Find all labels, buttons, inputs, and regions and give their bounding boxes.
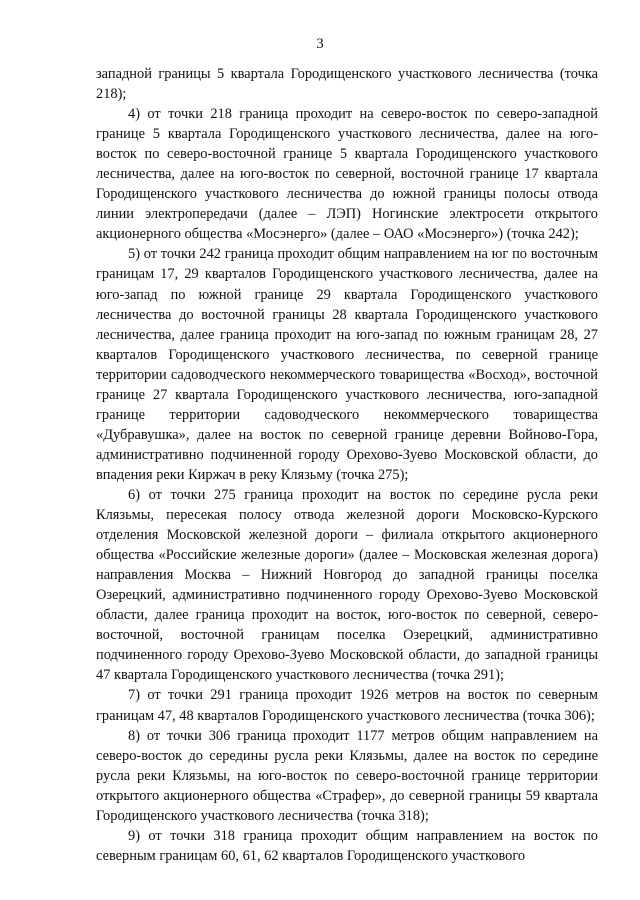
paragraph-item-9: 9) от точки 318 граница проходит общим направлением на восток по северным границам 60, 61, 62 кварталов Городищенского участкового [96, 827, 598, 864]
paragraph-item-6: 6) от точки 275 граница проходит на восток по середине русла реки Клязьмы, пересекая полосу отвода железной дороги Московско-Курского отделения Московской железной дороги – филиала открытого акционерного общества «Российские железные дороги» (далее – Московская железная дорога) направления Москва – Нижний Новгород до западной границы поселка Озерецкий, административно подчиненного городу Орехово-Зуево Московской области, далее граница проходит на восток, юго-восток по северной, северо-восточной, восточной границам поселка Озерецкий, административно подчиненного городу Орехово-Зуево Московской области, до западной границы 47 квартала Городищенского участкового лесничества (точка 291); [96, 486, 598, 684]
paragraph-item-4: 4) от точки 218 граница проходит на северо-восток по северо-западной границе 5 квартала Городищенского участкового лесничества, далее на юго-восток по северо-восточной границе 5 квартала Городищенского участкового лесничества, далее на юго-восток по северной, восточной границе 17 квартала Городищенского участкового лесничества до южной границы полосы отвода линии электропередачи (далее – ЛЭП) Ногинские электросети открытого акционерного общества «Мосэнерго» (далее – ОАО «Мосэнерго») (точка 242); [96, 106, 598, 243]
paragraph-item-5: 5) от точки 242 граница проходит общим направлением на юг по восточным границам 17, 29 кварталов Городищенского участкового лесничества, далее на юго-запад по южной границе 29 квартала Городищенского участкового лесничества до восточной границы 28 квартала Городищенского участкового лесничества, далее граница проходит на юго-запад по южным границам 28, 27 кварталов Городищенского участкового лесничества, по северной границе территории садоводческого некоммерческого товарищества «Восход», восточной границе 27 квартала Городищенского участкового лесничества, юго-западной границе территории садоводческого некоммерческого товарищества «Дубравушка», далее на восток по северной границе деревни Войново-Гора, административно подчиненной городу Орехово-Зуево Московской области, до впадения реки Киржач в реку Клязьму (точка 275); [96, 246, 598, 483]
page-number: 3 [316, 36, 324, 52]
paragraph-item-7: 7) от точки 291 граница проходит 1926 метров на восток по северным границам 47, 48 кварталов Городищенского участкового лесничества (точка 306); [96, 687, 598, 724]
document-body [96, 64, 598, 866]
paragraph-item-8: 8) от точки 306 граница проходит 1177 метров общим направлением на северо-восток до середины русла реки Клязьмы, далее на восток по середине русла реки Клязьмы, на юго-восток по северо-восточной границе территории открытого акционерного общества «Страфер», до северной границы 59 квартала Городищенского участкового лесничества (точка 318); [96, 727, 598, 824]
paragraph-continuation: западной границы 5 квартала Городищенского участкового лесничества (точка 218); [96, 66, 598, 103]
